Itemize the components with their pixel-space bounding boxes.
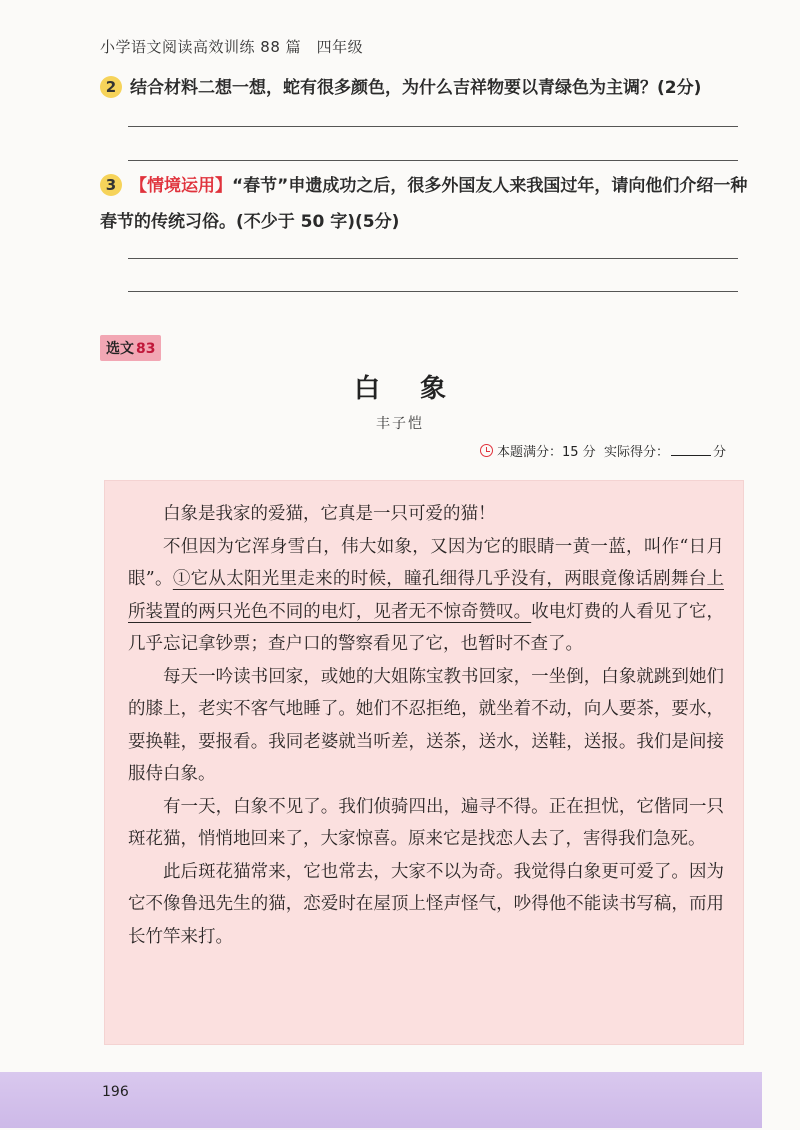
score-actual-label: 实际得分：	[603, 445, 669, 460]
score-unit: 分	[712, 445, 726, 460]
running-header: 小学语文阅读高效训练 88 篇 四年级	[100, 38, 364, 56]
article-author: 丰子恺	[376, 416, 424, 432]
paragraph-text: 不但因为它浑身雪白，伟大如象，又因为它的眼睛一黄一蓝，叫作“日月眼”。	[128, 536, 724, 589]
selection-label: 选文	[106, 341, 134, 357]
page-number: 196	[102, 1084, 129, 1100]
paragraph: 每天一吟读书回家，或她的大姐陈宝教书回家，一坐倒，白象就跳到她们的膝上，老实不客气地睡了。她们不忍拒绝，就坐着不动，向人要茶，要水，要换鞋，要报看。我同老婆就当听差，送茶，送水，送鞋，送报。我们是间接服侍白象。	[128, 666, 724, 784]
paragraph: 白象是我家的爱猫，它真是一只可爱的猫！	[163, 504, 496, 524]
score-box	[480, 441, 726, 460]
score-blank[interactable]	[671, 443, 711, 456]
answer-line[interactable]	[128, 160, 738, 161]
clock-icon	[480, 444, 493, 457]
underlined-sentence: ①它从太阳光里走来的时候，瞳孔细得几乎没有，两眼竟像话剧舞台上所装置的两只光色不同的电灯，见者无不惊奇赞叹。	[128, 569, 725, 622]
question-number: 2	[100, 76, 122, 98]
selection-number: 83	[136, 341, 156, 357]
article-title: 白象	[353, 374, 486, 404]
score-total: 本题满分：15 分	[497, 445, 596, 460]
passage-text	[128, 498, 724, 953]
footer-band	[0, 1072, 762, 1128]
paragraph: 有一天，白象不见了。我们侦骑四出，遍寻不得。正在担忧，它偕同一只斑花猫，悄悄地回来了，大家惊喜。原来它是找恋人去了，害得我们急死。	[128, 796, 724, 849]
question-3	[100, 168, 750, 240]
question-text: “春节”申遗成功之后，很多外国友人来我国过年，请向他们介绍一种春节的传统习俗。(不少于 50 字)(5分)	[100, 176, 748, 232]
answer-line[interactable]	[128, 126, 738, 127]
answer-line[interactable]	[128, 291, 738, 292]
passage-box	[104, 480, 744, 1045]
paragraph: 此后斑花猫常来，它也常去，大家不以为奇。我觉得白象更可爱了。因为它不像鲁迅先生的猫，恋爱时在屋顶上怪声怪气，吵得他不能读书写稿，而用长竹竿来打。	[128, 861, 724, 947]
paragraph-text: 收电灯费的人看见了它，几乎忘记拿钞票；查户口的警察看见了它，也暂时不查了。	[128, 601, 725, 654]
question-text: 结合材料二想一想，蛇有很多颜色，为什么吉祥物要以青绿色为主调？(2分)	[130, 78, 702, 98]
question-2	[100, 70, 750, 106]
paragraph	[128, 531, 724, 661]
answer-line[interactable]	[128, 258, 738, 259]
selection-badge	[100, 335, 161, 361]
question-tag: 【情境运用】	[130, 176, 232, 196]
question-number: 3	[100, 174, 122, 196]
